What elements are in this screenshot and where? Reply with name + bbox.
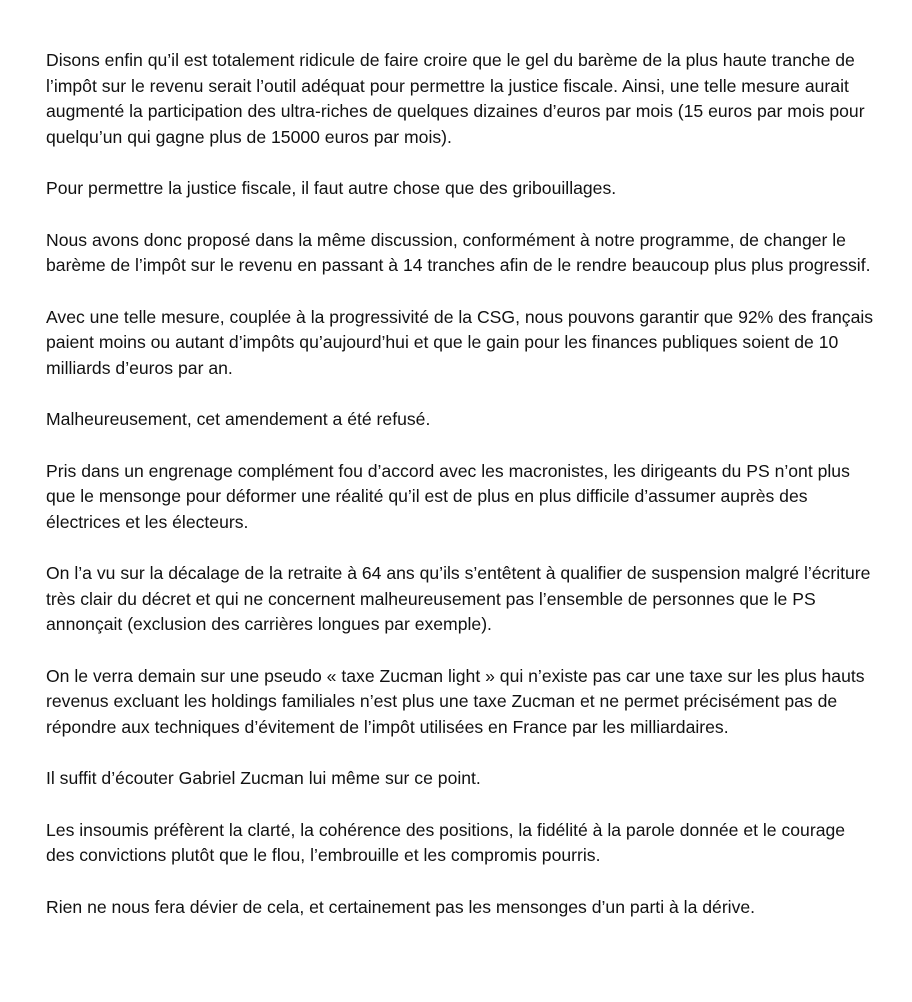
paragraph-5: Malheureusement, cet amendement a été refusé.: [46, 409, 431, 429]
paragraph-6: Pris dans un engrenage complément fou d’accord avec les macronistes, les dirigeants du PS n’ont plus que le mensonge pour déformer une réalité qu’il est de plus en plus difficile d’assumer auprès des électrices et les électeurs.: [46, 460, 850, 532]
paragraph-4: Avec une telle mesure, couplée à la progressivité de la CSG, nous pouvons garantir que 92% des français paient moins ou autant d’impôts qu’aujourd’hui et que le gain pour les finances publiques soient de 10 milliards d’euros par an.: [46, 306, 874, 378]
paragraph-1: Disons enfin qu’il est totalement ridicule de faire croire que le gel du barème de la plus haute tranche de l’impôt sur le revenu serait l’outil adéquat pour permettre la justice fiscale. Ainsi, une telle mesure aurait augmenté la participation des ultra-riches de quelques dizaines d’euros par mois (15 euros par mois pour quelqu’un qui gagne plus de 15000 euros par mois).: [46, 50, 865, 147]
paragraph-7: On l’a vu sur la décalage de la retraite à 64 ans qu’ils s’entêtent à qualifier de suspension malgré l’écriture très clair du décret et qui ne concernent malheureusement pas l’ensemble de personnes que le PS annonçait (exclusion des carrières longues par exemple).: [46, 563, 871, 634]
paragraph-2: Pour permettre la justice fiscale, il faut autre chose que des gribouillages.: [46, 178, 617, 198]
paragraph-8: On le verra demain sur une pseudo « taxe Zucman light » qui n’existe pas car une taxe sur les plus hauts revenus excluant les holdings familiales n’est plus une taxe Zucman et ne permet précisément pas de répondre aux techniques d’évitement de l’impôt utilisées en France par les milliardaires.: [46, 665, 865, 737]
paragraph-9: Il suffit d’écouter Gabriel Zucman lui même sur ce point.: [46, 768, 481, 788]
article-body: [46, 48, 876, 920]
paragraph-10: Les insoumis préfèrent la clarté, la cohérence des positions, la fidélité à la parole donnée et le courage des convictions plutôt que le flou, l’embrouille et les compromis pourris.: [46, 819, 846, 865]
paragraph-11: Rien ne nous fera dévier de cela, et certainement pas les mensonges d’un parti à la dérive.: [46, 896, 756, 917]
paragraph-3: Nous avons donc proposé dans la même discussion, conformément à notre programme, de changer le barème de l’impôt sur le revenu en passant à 14 tranches afin de le rendre beaucoup plus plus progressif.: [46, 229, 871, 275]
